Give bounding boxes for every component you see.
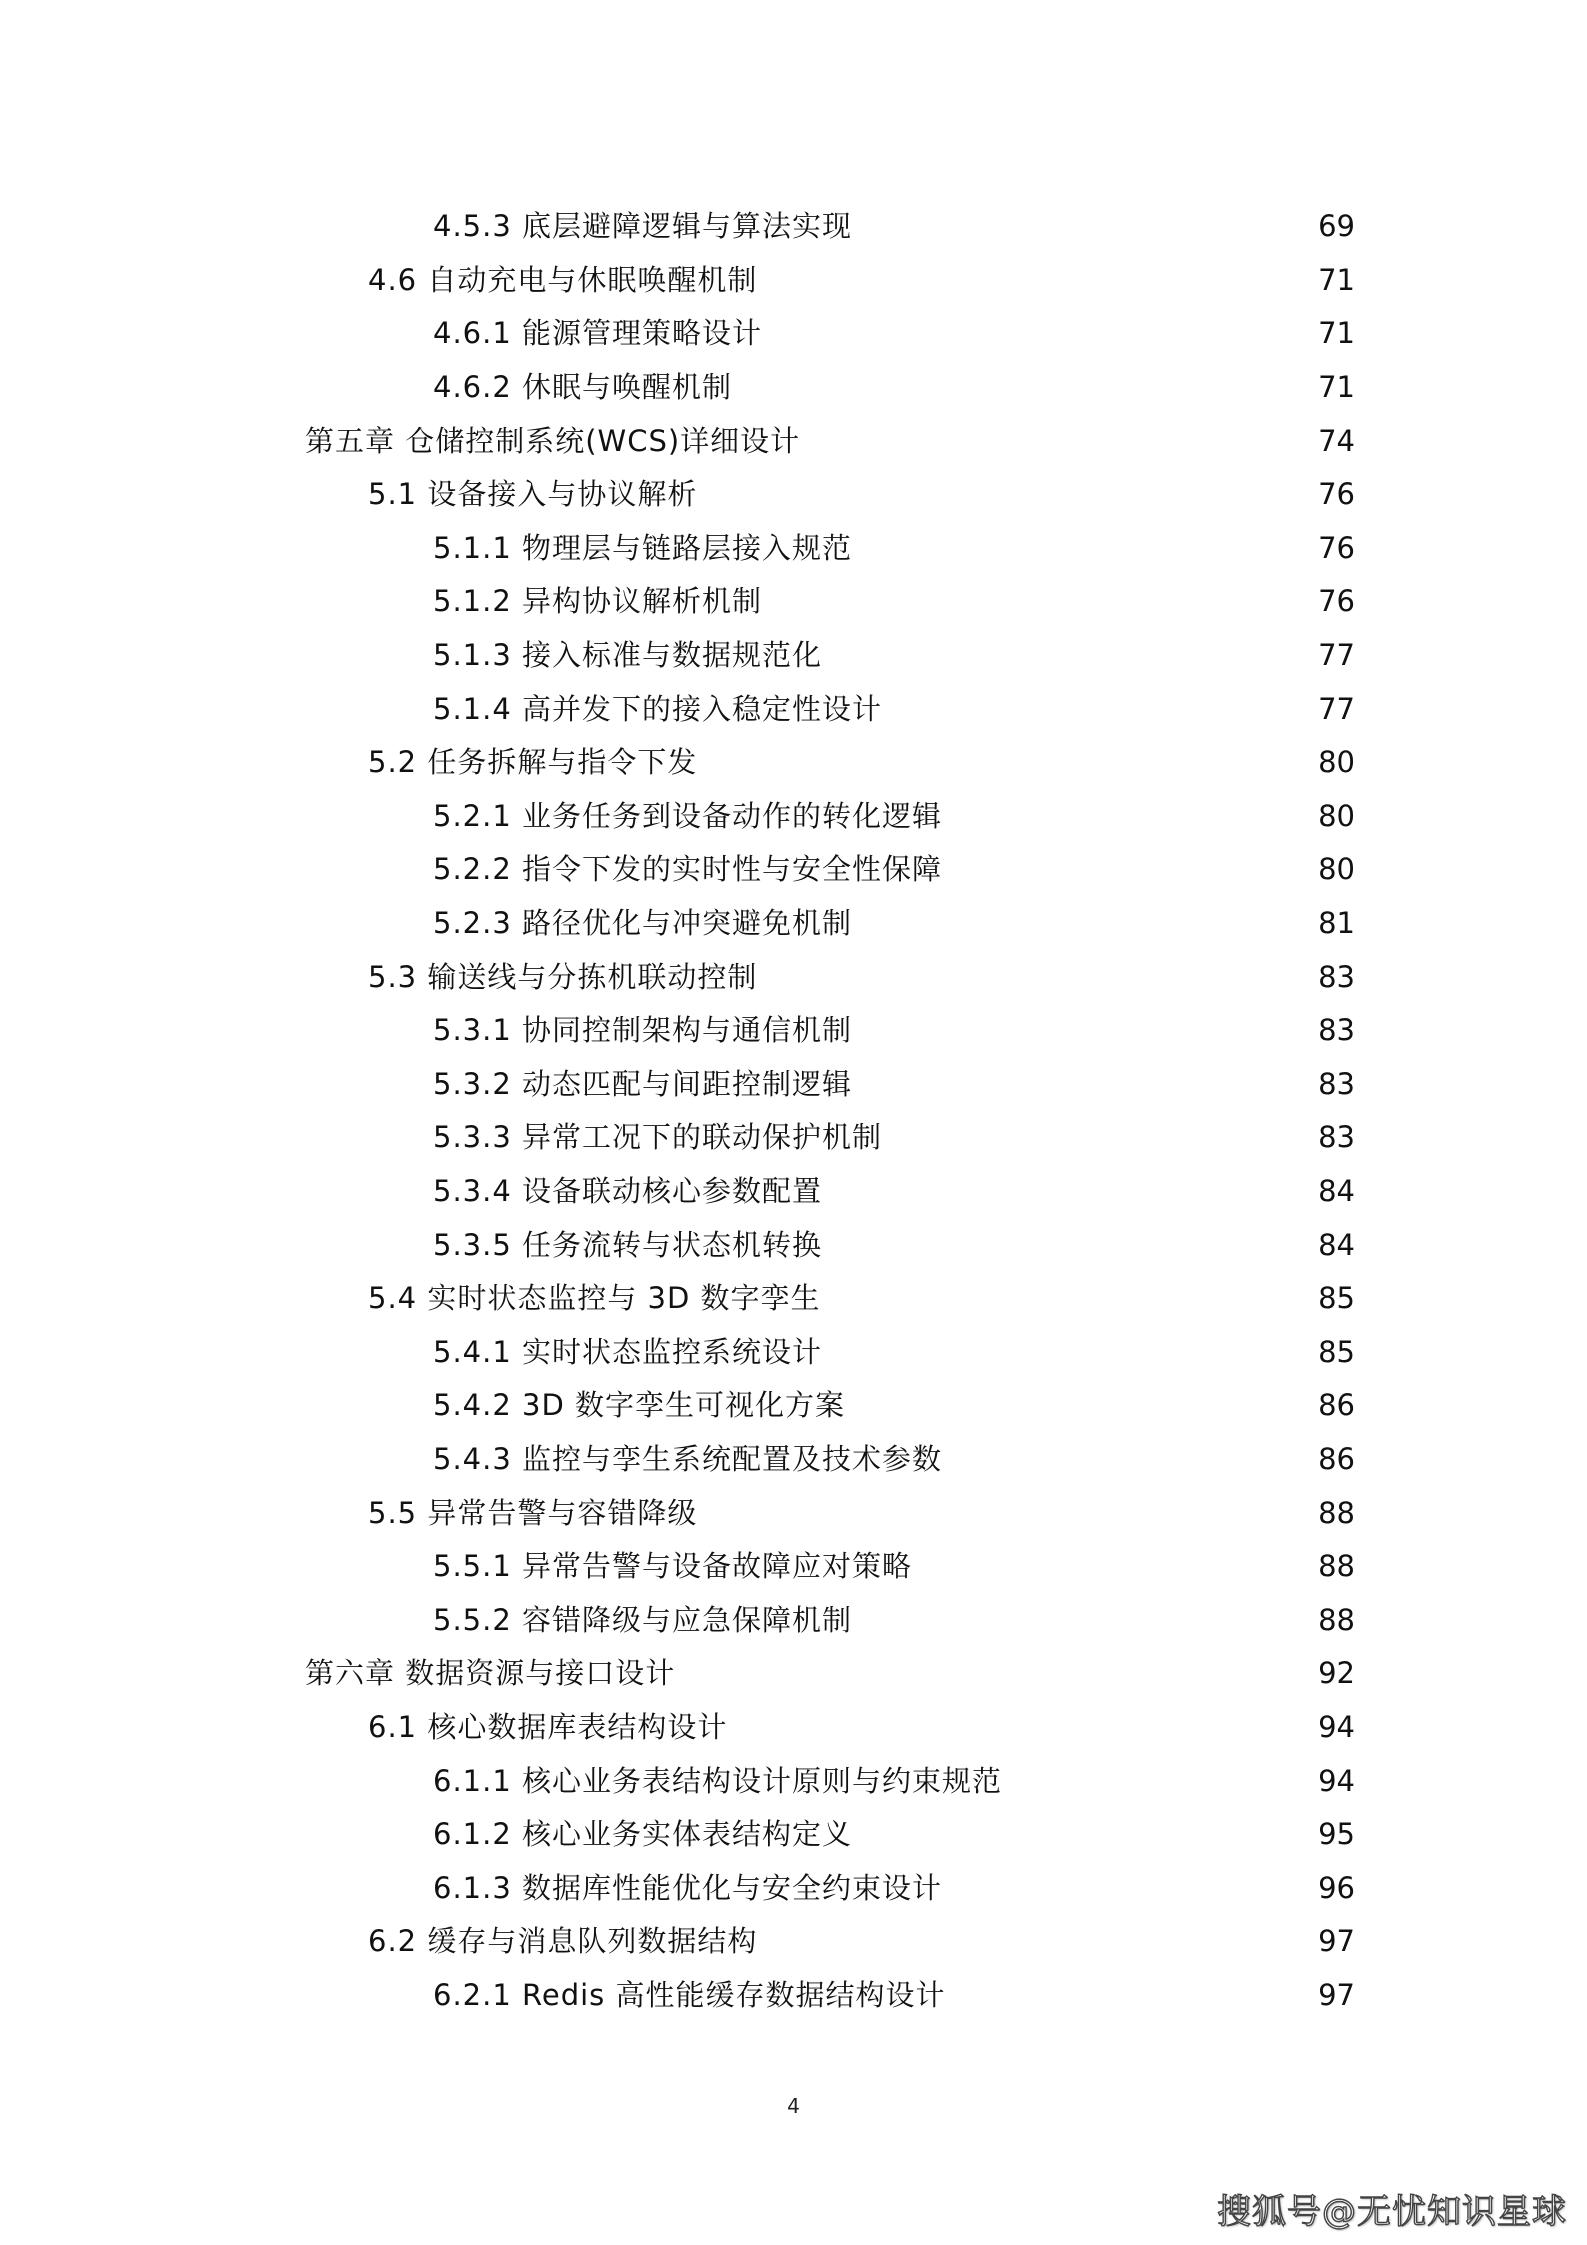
toc-entry-title: 5.3 输送线与分拣机联动控制: [368, 959, 758, 994]
toc-dot-leader: [707, 748, 1293, 777]
toc-dot-leader: [832, 1338, 1293, 1367]
table-of-contents: [0, 200, 1587, 2022]
toc-section-entry[interactable]: [0, 1272, 1587, 1326]
toc-entry-title: 4.6.2 休眠与唤醒机制: [433, 370, 733, 405]
toc-dot-leader: [862, 1016, 1293, 1045]
toc-entry-title: 5.4.2 3D 数字孪生可视化方案: [433, 1388, 846, 1423]
toc-dot-leader: [892, 695, 1293, 724]
toc-entry-page-number: 71: [1318, 370, 1355, 405]
toc-entry-page-number: 71: [1318, 316, 1355, 351]
toc-dot-leader: [922, 1552, 1293, 1581]
toc-subsection-entry[interactable]: [0, 361, 1587, 415]
toc-entry-page-number: 94: [1318, 1763, 1355, 1798]
toc-subsection-entry[interactable]: [0, 200, 1587, 254]
toc-subsection-entry[interactable]: [0, 1165, 1587, 1219]
toc-entry-page-number: 88: [1318, 1602, 1355, 1637]
toc-section-entry[interactable]: [0, 468, 1587, 522]
toc-section-entry[interactable]: [0, 950, 1587, 1004]
toc-dot-leader: [952, 1874, 1293, 1903]
toc-subsection-entry[interactable]: [0, 1111, 1587, 1165]
toc-dot-leader: [862, 534, 1293, 563]
toc-entry-title: 4.5.3 底层避障逻辑与算法实现: [433, 209, 853, 244]
toc-entry-title: 5.1.1 物理层与链路层接入规范: [433, 530, 853, 565]
toc-section-entry[interactable]: [0, 1486, 1587, 1540]
toc-dot-leader: [831, 1284, 1293, 1313]
toc-entry-page-number: 85: [1318, 1334, 1355, 1369]
toc-dot-leader: [767, 1927, 1293, 1956]
toc-section-entry[interactable]: [0, 736, 1587, 790]
toc-entry-title: 第六章 数据资源与接口设计: [305, 1656, 676, 1691]
toc-entry-page-number: 97: [1318, 1924, 1355, 1959]
toc-entry-page-number: 97: [1318, 1977, 1355, 2012]
toc-entry-page-number: 77: [1318, 638, 1355, 673]
toc-dot-leader: [767, 963, 1293, 992]
toc-subsection-entry[interactable]: [0, 1969, 1587, 2023]
toc-entry-title: 6.1.1 核心业务表结构设计原则与约束规范: [433, 1763, 1003, 1798]
toc-subsection-entry[interactable]: [0, 1433, 1587, 1487]
toc-dot-leader: [1012, 1767, 1293, 1796]
toc-dot-leader: [862, 909, 1293, 938]
toc-entry-title: 5.5.1 异常告警与设备故障应对策略: [433, 1549, 913, 1584]
toc-entry-page-number: 84: [1318, 1227, 1355, 1262]
toc-subsection-entry[interactable]: [0, 1058, 1587, 1112]
toc-dot-leader: [862, 1820, 1293, 1849]
toc-section-entry[interactable]: [0, 254, 1587, 308]
toc-entry-page-number: 88: [1318, 1495, 1355, 1530]
toc-section-entry[interactable]: [0, 1701, 1587, 1755]
toc-dot-leader: [742, 373, 1293, 402]
toc-entry-title: 5.5.2 容错降级与应急保障机制: [433, 1602, 853, 1637]
toc-subsection-entry[interactable]: [0, 1325, 1587, 1379]
toc-entry-page-number: 80: [1318, 798, 1355, 833]
toc-entry-page-number: 88: [1318, 1549, 1355, 1584]
toc-entry-page-number: 80: [1318, 745, 1355, 780]
toc-entry-title: 5.5 异常告警与容错降级: [368, 1495, 698, 1530]
toc-dot-leader: [772, 587, 1293, 616]
toc-dot-leader: [952, 802, 1293, 831]
toc-dot-leader: [810, 427, 1293, 456]
toc-dot-leader: [832, 1177, 1293, 1206]
toc-section-entry[interactable]: [0, 1915, 1587, 1969]
toc-subsection-entry[interactable]: [0, 1808, 1587, 1862]
toc-dot-leader: [862, 212, 1293, 241]
toc-entry-page-number: 83: [1318, 1120, 1355, 1155]
toc-dot-leader: [832, 641, 1293, 670]
toc-entry-page-number: 71: [1318, 262, 1355, 297]
toc-dot-leader: [956, 1981, 1294, 2010]
page-number: 4: [787, 2094, 800, 2118]
toc-entry-title: 5.1.2 异构协议解析机制: [433, 584, 763, 619]
toc-subsection-entry[interactable]: [0, 1861, 1587, 1915]
toc-entry-title: 4.6.1 能源管理策略设计: [433, 316, 763, 351]
toc-dot-leader: [862, 1070, 1293, 1099]
toc-entry-title: 5.3.2 动态匹配与间距控制逻辑: [433, 1066, 853, 1101]
toc-subsection-entry[interactable]: [0, 682, 1587, 736]
toc-entry-page-number: 76: [1318, 477, 1355, 512]
toc-entry-page-number: 69: [1318, 209, 1355, 244]
toc-entry-title: 5.2 任务拆解与指令下发: [368, 745, 698, 780]
toc-subsection-entry[interactable]: [0, 1379, 1587, 1433]
toc-entry-page-number: 83: [1318, 1013, 1355, 1048]
toc-dot-leader: [767, 266, 1293, 295]
toc-entry-title: 5.3.5 任务流转与状态机转换: [433, 1227, 823, 1262]
toc-entry-title: 5.2.2 指令下发的实时性与安全性保障: [433, 852, 943, 887]
toc-dot-leader: [685, 1659, 1293, 1688]
toc-subsection-entry[interactable]: [0, 307, 1587, 361]
toc-subsection-entry[interactable]: [0, 1218, 1587, 1272]
toc-entry-page-number: 94: [1318, 1709, 1355, 1744]
toc-entry-title: 4.6 自动充电与休眠唤醒机制: [368, 262, 758, 297]
toc-entry-page-number: 85: [1318, 1281, 1355, 1316]
toc-entry-page-number: 80: [1318, 852, 1355, 887]
toc-entry-title: 6.2 缓存与消息队列数据结构: [368, 1924, 758, 1959]
toc-dot-leader: [952, 1445, 1293, 1474]
toc-entry-title: 5.1 设备接入与协议解析: [368, 477, 698, 512]
toc-subsection-entry[interactable]: [0, 1754, 1587, 1808]
toc-entry-title: 6.1.2 核心业务实体表结构定义: [433, 1817, 853, 1852]
toc-subsection-entry[interactable]: [0, 629, 1587, 683]
toc-subsection-entry[interactable]: [0, 897, 1587, 951]
toc-subsection-entry[interactable]: [0, 1004, 1587, 1058]
toc-entry-title: 第五章 仓储控制系统(WCS)详细设计: [305, 423, 801, 458]
toc-dot-leader: [707, 1499, 1293, 1528]
toc-subsection-entry[interactable]: [0, 790, 1587, 844]
toc-entry-title: 5.2.3 路径优化与冲突避免机制: [433, 906, 853, 941]
toc-entry-page-number: 92: [1318, 1656, 1355, 1691]
toc-entry-title: 6.1 核心数据库表结构设计: [368, 1709, 728, 1744]
toc-entry-page-number: 86: [1318, 1388, 1355, 1423]
toc-dot-leader: [772, 319, 1293, 348]
toc-subsection-entry[interactable]: [0, 575, 1587, 629]
watermark: 搜狐号@无忧知识星球: [1217, 2192, 1567, 2232]
toc-dot-leader: [862, 1606, 1293, 1635]
toc-entry-page-number: 83: [1318, 959, 1355, 994]
toc-subsection-entry[interactable]: [0, 1593, 1587, 1647]
toc-entry-title: 5.3.3 异常工况下的联动保护机制: [433, 1120, 883, 1155]
toc-entry-page-number: 83: [1318, 1066, 1355, 1101]
toc-entry-page-number: 81: [1318, 906, 1355, 941]
toc-chapter-entry[interactable]: [0, 414, 1587, 468]
toc-dot-leader: [952, 855, 1293, 884]
toc-chapter-entry[interactable]: [0, 1647, 1587, 1701]
toc-entry-title: 5.3.4 设备联动核心参数配置: [433, 1173, 823, 1208]
toc-entry-title: 6.1.3 数据库性能优化与安全约束设计: [433, 1870, 943, 1905]
toc-entry-title: 5.1.3 接入标准与数据规范化: [433, 638, 823, 673]
toc-entry-title: 5.3.1 协同控制架构与通信机制: [433, 1013, 853, 1048]
toc-entry-title: 5.4.3 监控与孪生系统配置及技术参数: [433, 1441, 943, 1476]
toc-subsection-entry[interactable]: [0, 843, 1587, 897]
toc-entry-title: 5.4 实时状态监控与 3D 数字孪生: [368, 1281, 821, 1316]
toc-entry-page-number: 86: [1318, 1441, 1355, 1476]
toc-entry-page-number: 76: [1318, 530, 1355, 565]
toc-entry-title: 5.2.1 业务任务到设备动作的转化逻辑: [433, 798, 943, 833]
toc-entry-title: 5.1.4 高并发下的接入稳定性设计: [433, 691, 883, 726]
toc-subsection-entry[interactable]: [0, 1540, 1587, 1594]
toc-dot-leader: [892, 1123, 1293, 1152]
toc-dot-leader: [855, 1391, 1293, 1420]
toc-entry-title: 5.4.1 实时状态监控系统设计: [433, 1334, 823, 1369]
toc-dot-leader: [707, 480, 1293, 509]
toc-entry-page-number: 96: [1318, 1870, 1355, 1905]
toc-entry-page-number: 77: [1318, 691, 1355, 726]
toc-entry-title: 6.2.1 Redis 高性能缓存数据结构设计: [433, 1977, 946, 2012]
toc-entry-page-number: 84: [1318, 1173, 1355, 1208]
toc-dot-leader: [737, 1713, 1293, 1742]
toc-dot-leader: [832, 1231, 1293, 1260]
toc-entry-page-number: 76: [1318, 584, 1355, 619]
toc-entry-page-number: 74: [1318, 423, 1355, 458]
toc-entry-page-number: 95: [1318, 1817, 1355, 1852]
toc-subsection-entry[interactable]: [0, 522, 1587, 576]
